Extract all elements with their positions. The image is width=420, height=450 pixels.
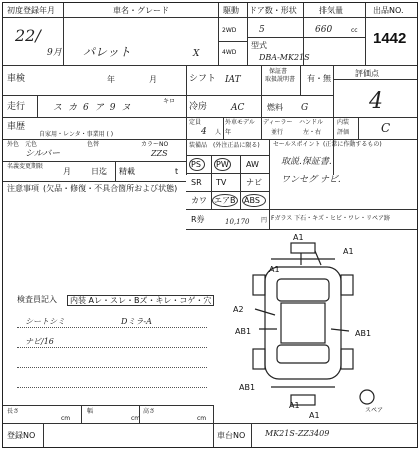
capacity-value: 4 (201, 127, 207, 137)
drive-label: 駆動 (223, 6, 239, 15)
wheel-rear-right (341, 349, 353, 369)
damage-mark-8: A1 (289, 401, 300, 410)
damage-mark-9: A1 (309, 411, 320, 420)
car-windshield (277, 279, 329, 301)
circle-abs (242, 194, 266, 207)
lot-no: 1442 (373, 30, 407, 47)
notes-sub: (欠品・修復・不具合箇所および状態) (43, 184, 178, 193)
lot-no-label: 出品NO. (373, 6, 404, 15)
damage-mark-6: AB1 (355, 329, 372, 338)
name-change-month: 月 (63, 167, 71, 176)
ext-model-sub: 年 (225, 129, 232, 136)
first-reg-label: 初度登録年月 (7, 6, 55, 15)
equip-ps: PS (191, 160, 201, 169)
equip-navi: ナビ (246, 178, 262, 187)
equip-recycle: R券 (191, 215, 205, 224)
interior-value: C (381, 121, 391, 135)
fuel-value: G (301, 103, 309, 113)
length-label: 長さ (7, 408, 20, 415)
fuel-label: 燃料 (267, 103, 283, 112)
shaken-label: 車検 (7, 74, 26, 84)
warranty-label: 保証書 (269, 68, 288, 75)
sales-point-1: 取説.保証書. (281, 157, 332, 167)
circle-airbag (212, 194, 238, 207)
chassis-no-label: 車台NO (217, 431, 246, 440)
original-color-label: 元色 (25, 141, 38, 148)
car-grade: X (193, 49, 200, 59)
car-body-outline (265, 267, 341, 379)
inspector-label: 検査員記入 (17, 295, 57, 304)
sales-point-label: セールスポイント (273, 141, 321, 148)
damage-mark-2: A1 (343, 247, 354, 256)
shaken-month: 月 (149, 75, 157, 84)
equipment-sub: (外注正品に限る) (213, 142, 260, 149)
handle-label: ハンドル (299, 119, 324, 126)
circle-ps (189, 158, 205, 171)
length-cm: cm (61, 415, 71, 422)
history-options: 自家用・レンタ・事業用 ( ) (39, 131, 114, 138)
warranty-yes-no: 有・無 (307, 74, 331, 83)
dealer-label: ディーラー (263, 119, 293, 126)
damage-mark-5: AB1 (235, 327, 252, 336)
drive-2wd: 2WD (222, 27, 237, 34)
fine-label: 精載 (119, 167, 135, 176)
reg-no-label: 登録NO (7, 431, 36, 440)
name-grade-label: 車名・グレード (113, 6, 169, 15)
shaken-year: 年 (107, 75, 115, 84)
damage-mark-1: A1 (293, 233, 304, 242)
spare-label: スペア (365, 407, 384, 414)
shift-label: シフト (189, 74, 217, 84)
damage-mark-4: A2 (233, 305, 244, 314)
warranty-sub: 取扱説明書 (265, 76, 296, 83)
car-rear-window (277, 345, 329, 363)
inspector-note-3: Dミラ-A (121, 317, 152, 326)
wheel-rear-left (253, 349, 265, 369)
inspector-note-2: ナビ/16 (25, 337, 54, 346)
color-value: シルバー (25, 149, 61, 159)
t-unit: t (175, 167, 179, 176)
height-label: 高さ (143, 408, 156, 415)
handle-sub: 左・右 (303, 129, 322, 136)
score-label: 評価点 (355, 69, 379, 78)
front-view (291, 243, 315, 253)
car-roof (281, 303, 325, 343)
glass-row: Fガラス 下石・キズ・ヒビ・ワレ・リペア跡 (271, 215, 390, 222)
damage-mark-7: AB1 (239, 383, 256, 392)
capacity-unit: 人 (215, 129, 222, 136)
car-name: パレット (83, 45, 131, 59)
history-label: 車歴 (7, 122, 26, 132)
drive-4wd: 4WD (222, 49, 237, 56)
model-label: 型式 (251, 41, 267, 50)
exterior-color-label: 外色 (7, 141, 20, 148)
reg-year: 22/ (15, 26, 41, 45)
equip-tv: TV (216, 178, 227, 187)
damage-mark-3: A1 (269, 265, 280, 274)
equip-kawa: カワ (191, 196, 207, 205)
sales-point-sub: (正常に作動するもの) (323, 141, 382, 148)
recycle-amount: 10,170 (225, 218, 250, 226)
displacement-value: 660 (315, 25, 333, 35)
interior-sub: 評価 (337, 129, 350, 136)
wheel-front-right (341, 275, 353, 295)
equip-yen: 円 (261, 217, 268, 224)
name-change-day: 日迄 (91, 167, 107, 176)
mileage-value: スカ6ア9ヌ (53, 103, 137, 113)
capacity-label: 定員 (189, 119, 202, 126)
mileage-label: 走行 (7, 102, 26, 112)
inspector-items: 内装 Aレ・スレ・Bズ・キレ・コゲ・穴 (67, 295, 214, 306)
displacement-label: 排気量 (319, 6, 343, 15)
equip-pw: PW (216, 160, 229, 169)
model-code: DBA-MK21S (259, 53, 310, 62)
door-count: 5 (259, 25, 265, 35)
sales-point-2: ワンセグ ナビ. (281, 175, 341, 185)
circle-pw (214, 158, 231, 171)
equip-airbag: エアB (214, 196, 236, 205)
door-shape-label: ドア数・形状 (249, 6, 297, 15)
spare-tire-icon (360, 390, 374, 404)
equip-sr: SR (191, 178, 202, 187)
equipment-label: 装備品 (189, 142, 208, 149)
wheel-front-left (253, 275, 265, 295)
name-change-label: 名義変更期限 (7, 163, 44, 170)
dealer-sub: 並行 (271, 129, 284, 136)
interior-label: 内装 (337, 119, 350, 126)
cc-unit: cc (351, 27, 358, 34)
width-label: 幅 (87, 408, 94, 415)
score-value: 4 (369, 89, 383, 114)
equip-aw: AW (246, 160, 259, 169)
auction-sheet (2, 2, 418, 448)
shift-value: IAT (225, 75, 241, 85)
color-no-label: カラーNO (141, 141, 169, 148)
reg-month: 9月 (47, 48, 62, 58)
ac-label: 冷房 (189, 102, 208, 112)
equip-abs: ABS (244, 196, 260, 205)
km-unit: キロ (163, 98, 176, 105)
width-cm: cm (131, 415, 141, 422)
ext-model-label: 外車モデル (225, 119, 255, 126)
color-change-label: 色替 (87, 141, 100, 148)
color-no-value: ZZS (151, 149, 168, 158)
inspector-note-1: シートシミ (25, 317, 65, 326)
chassis-no-value: MK21S-ZZ3409 (265, 429, 330, 438)
height-cm: cm (197, 415, 207, 422)
ac-value: AC (231, 103, 245, 113)
notes-label: 注意事項 (7, 184, 39, 193)
